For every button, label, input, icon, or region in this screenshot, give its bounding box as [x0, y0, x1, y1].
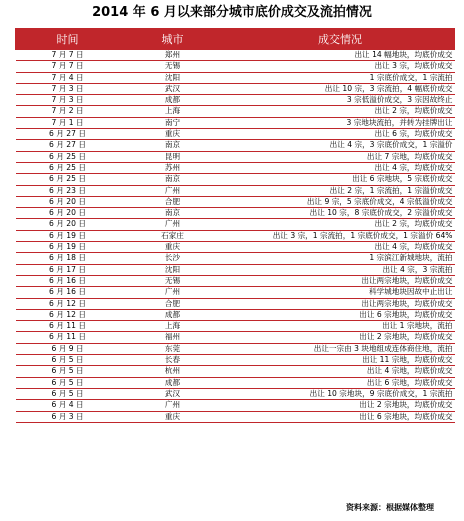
- table-header: [16, 29, 455, 50]
- header-result: 成交情况: [226, 29, 455, 50]
- row-city: 无锡: [120, 275, 226, 286]
- table-row: [16, 129, 455, 140]
- table-row: [16, 61, 455, 72]
- table-row: [16, 83, 455, 94]
- row-date: 6 月 4 日: [16, 400, 120, 411]
- row-date: 6 月 5 日: [16, 388, 120, 399]
- row-date: 7 月 2 日: [16, 106, 120, 117]
- table-row: [16, 117, 455, 128]
- row-result: 出让 6 宗地，均底价成交: [226, 377, 455, 388]
- row-city: 石家庄: [120, 230, 226, 241]
- row-result: 出让一宗由 3 块地组成连体商住地，流拍: [226, 343, 455, 354]
- row-city: 重庆: [120, 242, 226, 253]
- row-city: 成都: [120, 95, 226, 106]
- table-row: [16, 411, 455, 422]
- row-city: 郑州: [120, 50, 226, 61]
- row-city: 昆明: [120, 151, 226, 162]
- table-row: [16, 196, 455, 207]
- row-result: 出让 4 宗，3 宗流拍: [226, 264, 455, 275]
- row-date: 6 月 19 日: [16, 242, 120, 253]
- table-row: [16, 264, 455, 275]
- row-date: 6 月 3 日: [16, 411, 120, 422]
- table-row: [16, 95, 455, 106]
- table-row: [16, 388, 455, 399]
- table-row: [16, 355, 455, 366]
- table-row: [16, 309, 455, 320]
- row-result: 出让 6 宗地块，均底价成交: [226, 309, 455, 320]
- row-city: 杭州: [120, 366, 226, 377]
- row-date: 6 月 23 日: [16, 185, 120, 196]
- row-result: 出让 6 宗地块，5 宗底价成交: [226, 174, 455, 185]
- row-date: 6 月 9 日: [16, 343, 120, 354]
- table-row: [16, 298, 455, 309]
- table-row: [16, 321, 455, 332]
- row-result: 出让 4 宗地，均底价成交: [226, 366, 455, 377]
- row-city: 长春: [120, 355, 226, 366]
- row-date: 7 月 3 日: [16, 95, 120, 106]
- table-row: [16, 151, 455, 162]
- row-city: 福州: [120, 332, 226, 343]
- row-result: 3 宗地块流拍，并转为挂牌出让: [226, 117, 455, 128]
- row-city: 广州: [120, 287, 226, 298]
- table-row: [16, 400, 455, 411]
- row-date: 6 月 11 日: [16, 332, 120, 343]
- row-result: 出让两宗地块，均底价成交: [226, 275, 455, 286]
- row-city: 广州: [120, 400, 226, 411]
- row-date: 6 月 20 日: [16, 208, 120, 219]
- row-city: 东莞: [120, 343, 226, 354]
- table-row: [16, 366, 455, 377]
- row-city: 南宁: [120, 117, 226, 128]
- row-city: 上海: [120, 106, 226, 117]
- row-date: 6 月 25 日: [16, 174, 120, 185]
- table-row: [16, 230, 455, 241]
- row-result: 出让两宗地块，均底价成交: [226, 298, 455, 309]
- row-city: 武汉: [120, 83, 226, 94]
- row-result: 出让 6 宗，均底价成交: [226, 129, 455, 140]
- row-date: 6 月 12 日: [16, 309, 120, 320]
- row-result: 出让 4 宗，均底价成交: [226, 162, 455, 173]
- table-row: [16, 50, 455, 61]
- row-result: 出让 14 幅地块，均底价成交: [226, 50, 455, 61]
- row-date: 6 月 5 日: [16, 355, 120, 366]
- row-result: 出让 10 宗，8 宗底价成交，2 宗溢价成交: [226, 208, 455, 219]
- table-row: [16, 253, 455, 264]
- row-city: 成都: [120, 309, 226, 320]
- row-result: 出让 3 宗，1 宗流拍，1 宗底价成交，1 宗溢价 64%: [226, 230, 455, 241]
- row-date: 6 月 27 日: [16, 129, 120, 140]
- row-date: 6 月 5 日: [16, 377, 120, 388]
- row-date: 7 月 4 日: [16, 72, 120, 83]
- row-result: 出让 10 宗，3 宗流拍，4 幅底价成交: [226, 83, 455, 94]
- row-city: 无锡: [120, 61, 226, 72]
- table-row: [16, 219, 455, 230]
- row-city: 武汉: [120, 388, 226, 399]
- row-city: 沈阳: [120, 72, 226, 83]
- row-date: 6 月 19 日: [16, 230, 120, 241]
- row-result: 出让 4 宗，均底价成交: [226, 242, 455, 253]
- row-city: 合肥: [120, 196, 226, 207]
- table-row: [16, 208, 455, 219]
- row-date: 6 月 20 日: [16, 196, 120, 207]
- row-city: 重庆: [120, 129, 226, 140]
- row-result: 出让 2 宗，均底价成交: [226, 219, 455, 230]
- row-result: 出让 11 宗地，均底价成交: [226, 355, 455, 366]
- row-city: 广州: [120, 219, 226, 230]
- row-city: 成都: [120, 377, 226, 388]
- row-date: 7 月 7 日: [16, 61, 120, 72]
- table-row: [16, 72, 455, 83]
- row-city: 南京: [120, 140, 226, 151]
- row-date: 7 月 7 日: [16, 50, 120, 61]
- row-date: 6 月 17 日: [16, 264, 120, 275]
- row-date: 6 月 18 日: [16, 253, 120, 264]
- table-row: [16, 343, 455, 354]
- row-date: 6 月 16 日: [16, 275, 120, 286]
- row-date: 6 月 16 日: [16, 287, 120, 298]
- row-city: 上海: [120, 321, 226, 332]
- table-row: [16, 287, 455, 298]
- transaction-table: [15, 28, 455, 423]
- row-result: 出让 9 宗，5 宗底价成交，4 宗低溢价成交: [226, 196, 455, 207]
- row-result: 出让 10 宗地块，9 宗底价成交，1 宗流拍: [226, 388, 455, 399]
- table-row: [16, 162, 455, 173]
- source-note: 资料来源：根据媒体整理: [346, 503, 434, 512]
- row-city: 苏州: [120, 162, 226, 173]
- row-date: 6 月 20 日: [16, 219, 120, 230]
- header-city: 城市: [120, 29, 226, 50]
- row-result: 出让 2 宗地块，均底价成交: [226, 400, 455, 411]
- row-city: 长沙: [120, 253, 226, 264]
- table-row: [16, 332, 455, 343]
- row-date: 6 月 25 日: [16, 151, 120, 162]
- row-city: 沈阳: [120, 264, 226, 275]
- table-row: [16, 185, 455, 196]
- row-city: 南京: [120, 208, 226, 219]
- row-result: 3 宗低溢价成交，3 宗因故终止: [226, 95, 455, 106]
- row-date: 6 月 27 日: [16, 140, 120, 151]
- row-result: 出让 1 宗地块，流拍: [226, 321, 455, 332]
- row-city: 合肥: [120, 298, 226, 309]
- row-city: 广州: [120, 185, 226, 196]
- header-time: 时间: [16, 29, 120, 50]
- row-date: 6 月 5 日: [16, 366, 120, 377]
- table-row: [16, 377, 455, 388]
- row-date: 6 月 12 日: [16, 298, 120, 309]
- page-title: 2014 年 6 月以来部分城市底价成交及流拍情况: [92, 5, 372, 20]
- row-result: 科学城地块因故中止出让: [226, 287, 455, 298]
- row-city: 南京: [120, 174, 226, 185]
- row-result: 出让 7 宗地，均底价成交: [226, 151, 455, 162]
- table-row: [16, 174, 455, 185]
- table-row: [16, 140, 455, 151]
- row-result: 出让 3 宗，均底价成交: [226, 61, 455, 72]
- row-date: 6 月 11 日: [16, 321, 120, 332]
- row-result: 1 宗滨江新城地块，流拍: [226, 253, 455, 264]
- row-date: 6 月 25 日: [16, 162, 120, 173]
- row-result: 1 宗底价成交，1 宗流拍: [226, 72, 455, 83]
- table-row: [16, 106, 455, 117]
- row-date: 7 月 1 日: [16, 117, 120, 128]
- row-city: 重庆: [120, 411, 226, 422]
- table-row: [16, 242, 455, 253]
- row-result: 出让 6 宗地块，均底价成交: [226, 411, 455, 422]
- table-row: [16, 275, 455, 286]
- row-result: 出让 4 宗，3 宗底价成交，1 宗溢价: [226, 140, 455, 151]
- row-result: 出让 2 宗，均底价成交: [226, 106, 455, 117]
- row-date: 7 月 3 日: [16, 83, 120, 94]
- table-body: [16, 50, 455, 423]
- row-result: 出让 2 宗地块，均底价成交: [226, 332, 455, 343]
- row-result: 出让 2 宗，1 宗流拍，1 宗溢价成交: [226, 185, 455, 196]
